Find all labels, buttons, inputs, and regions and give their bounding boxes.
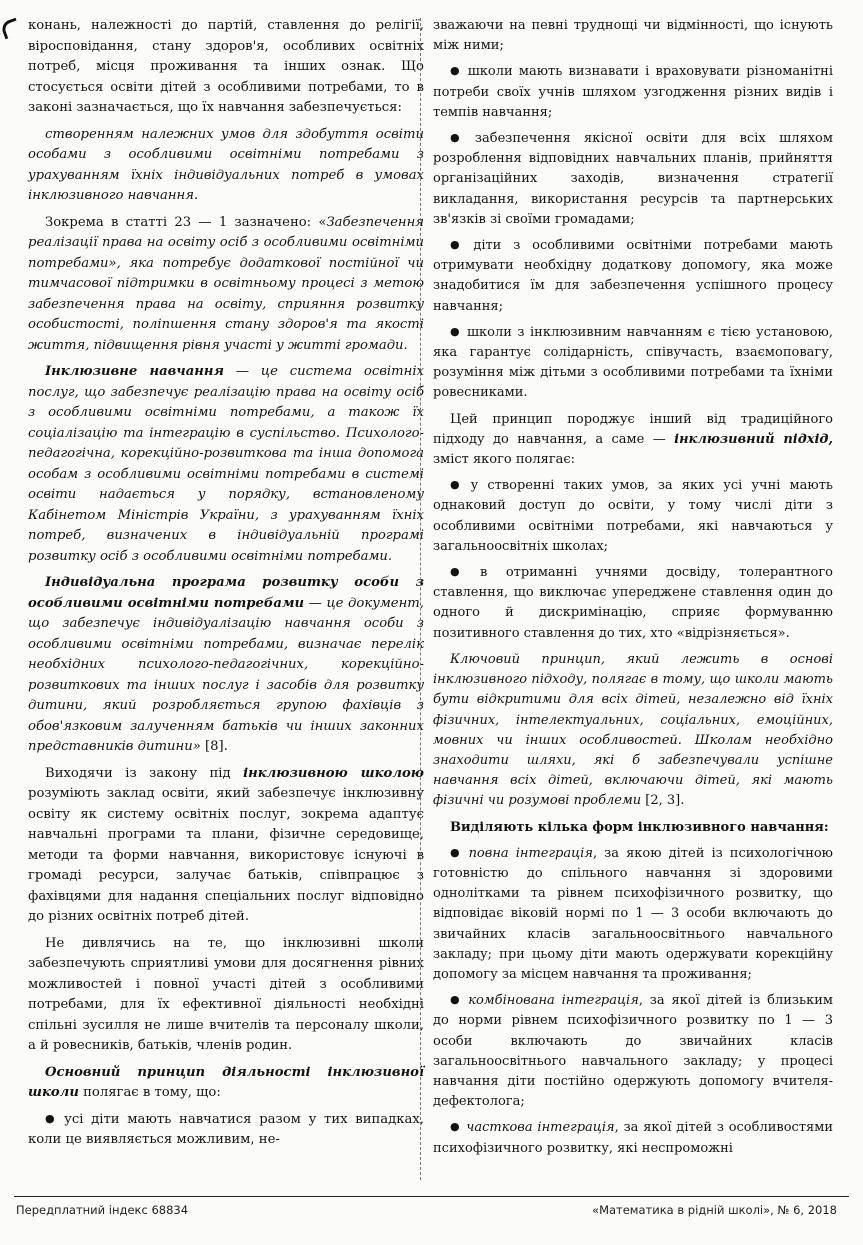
list-item <box>433 844 833 985</box>
paragraph: конань, належності до партій, ставлення до релігії, віросповідання, стану здоров'я, особливих освітніх потреб, місця проживання та інших ознак. Що стосується освіти дітей з особливими потребами, то в законі зазначається, що їх навчання забезпечується: <box>28 18 424 115</box>
list-item: ● в отриманні учнями досвіду, толерантного ставлення, що виключає упереджене ставлення один до одного й дискримінацію, сприяє формуванню позитивного ставлення до тих, хто «відрізняється». <box>433 563 833 644</box>
key-principle-paragraph <box>433 650 833 812</box>
term: Інклюзивне навчання <box>45 364 224 379</box>
italic-span: Забезпечення реалізації права на освіту осіб з особливими освітніми потребами» <box>28 214 424 271</box>
italic-span: , яка потребує додаткової постійної чи тимчасової підтримки в освітньому процесі з метою забезпечення права на освіту, сприяння розвитку особистості, поліпшення стану здоров'я та якості життя, підвищення рівня участі у житті громади. <box>28 255 424 353</box>
list-item: ● забезпечення якісної освіти для всіх шляхом розроблення відповідних навчальних планів, прийняття організаційних заходів, визначення стратегії викладання, використання ресурсів та партнерських зв'язків зі своїми громадами; <box>433 129 833 230</box>
journal-citation: «Математика в рідній школі», № 6, 2018 <box>592 1203 837 1217</box>
term: комбінована інтеграція <box>468 993 639 1009</box>
law-quote: створенням належних умов для здобуття освіти особами з особливими освітніми потребами з урахуванням їхніх індивідуальних потреб в умовах інклюзивного навчання. <box>28 126 424 203</box>
text-span: полягає в тому, що: <box>78 1085 221 1100</box>
definition-individual-program <box>28 573 424 758</box>
term: Основний принцип діяльності інклюзивної школи <box>28 1064 424 1100</box>
text-span: , за якою дітей із психологічною готовністю до спільного навчання зі здоровими однолітками та рівнем психофізичного розвитку, що відповідає віковій нормі по 1 — 3 особи включають до звичайних класів загальноосвітнього навчального закладу; при цьому діти мають одержувати корекційну допомогу за місцем навчання та проживання; <box>433 845 833 982</box>
term: Індивідуальна програма розвитку особи з особливими освітніми потребами <box>28 575 424 611</box>
text-span: , за якої дітей з особливостями психофізичного розвитку, які неспроможні <box>433 1120 833 1156</box>
text-span: розуміють заклад освіти, який забезпечує інклюзивну освіту як систему освітніх послуг, зокрема адаптує навчальні програми та плани, фізичне середовище, методи та форми навчання, використовує існуючі в громаді ресурси, залучає батьків, співпрацює з фахівцями для надання спеціальних послуг відповідно до різних освітніх потреб дітей. <box>28 786 424 924</box>
text-span: , за якої дітей із близьким до норми рівнем психофізичного розвитку по 1 — 3 особи включають до звичайних класів загальноосвітнього навчального закладу; у процесі навчання діти постійно одержують допомогу вчителя-дефектолога; <box>433 993 833 1110</box>
section-heading: Виділяють кілька форм інклюзивного навчання: <box>450 819 829 835</box>
footer-rule <box>14 1196 849 1197</box>
text-span: Цей принцип породжує інший від традиційного підходу до навчання, а саме — <box>433 411 833 447</box>
term: інклюзивний підхід, <box>674 431 834 447</box>
list-item: ● діти з особливими освітніми потребами мають отримувати необхідну додаткову допомогу, яка може знадобитися їм для забезпечення успішного процесу навчання; <box>433 236 833 317</box>
italic-span: Ключовий принцип, який лежить в основі інклюзивного підходу, полягає в тому, що школи мають бути відкритими для всіх дітей, незалежно від їхніх фізичних, інтелектуальних, соціальних, емоційних, мовних чи інших особливостей. Школам необхідно знаходити шляхи, які б забезпечували успішне навчання всіх дітей, включаючи дітей, які мають фізичні чи розумові проблеми <box>433 651 833 809</box>
paragraph: Не дивлячись на те, що інклюзивні школи забезпечують сприятливі умови для досягнення рівних можливостей і повної участі дітей з особливими потребами, для їх ефективної діяльності необхідні спільні зусилля не лише вчителів та персоналу школи, а й ровесників, батьків, членів родин. <box>28 935 424 1053</box>
text-span: Виходячи із закону під <box>45 765 244 781</box>
page-edge-mark <box>0 18 21 40</box>
list-item: ● усі діти мають навчатися разом у тих випадках, коли це виявляється можливим, не- <box>28 1110 424 1151</box>
reference: [8]. <box>200 739 228 754</box>
definition-text: — це документ, що забезпечує індивідуалізацію навчання особи з особливими освітніми потребами, визначає перелік необхідних психолого-педагогічних, корекційно-розвиткових та інших послуг і засобів для розвитку дитини, який розробляється групою фахівців з обов'язковим залученням батьків чи інших законних представників дитини» <box>28 595 424 754</box>
definition-text: — це система освітніх послуг, що забезпечує реалізацію права на освіту осіб з особливими освітніми потребами, а також їх соціалізацію та інтеграцію в суспільство. Психолого-педагогічна, корекційно-розвиткова та інша допомога особам з особливими освітніми потребами в системі освіти надається у порядку, встановленому Кабінетом Міністрів України, з урахуванням їхніх потреб, визначених в індивідуальній програмі розвитку осіб з особливими освітніми потребами. <box>28 364 424 564</box>
list-item <box>433 1118 833 1158</box>
paragraph <box>28 1063 424 1104</box>
list-item <box>433 991 833 1112</box>
paragraph <box>433 410 833 471</box>
term: часткова інтеграція <box>466 1120 615 1136</box>
subscription-index: Передплатний індекс 68834 <box>16 1203 189 1217</box>
paragraph <box>28 764 424 928</box>
left-column <box>28 16 424 1157</box>
reference: [2, 3]. <box>641 793 685 809</box>
paragraph: зважаючи на певні труднощі чи відмінності, що існують між ними; <box>433 18 833 54</box>
term: інклюзивною школою <box>243 765 424 781</box>
list-item: ● школи з інклюзивним навчанням є тією установою, яка гарантує солідарність, співучасть, взаємоповагу, розуміння між дітьми з особливими потребами та їхніми ровесниками. <box>433 323 833 404</box>
text-span: Зокрема в статті 23 — 1 зазначено: « <box>45 214 327 230</box>
term: повна інтеграція <box>468 845 593 861</box>
definition-inclusive-learning <box>28 362 424 567</box>
paragraph <box>28 213 424 357</box>
list-item: ● школи мають визнавати і враховувати різноманітні потреби своїх учнів шляхом узгодження різних видів і темпів навчання; <box>433 62 833 123</box>
list-item: ● у створенні таких умов, за яких усі учні мають однаковий доступ до освіти, у тому числі діти з особливими освітніми потребами, які навчаються у загальноосвітніх школах; <box>433 476 833 557</box>
right-column <box>433 16 833 1165</box>
column-divider <box>420 18 421 1180</box>
text-span: зміст якого полягає: <box>433 452 576 468</box>
